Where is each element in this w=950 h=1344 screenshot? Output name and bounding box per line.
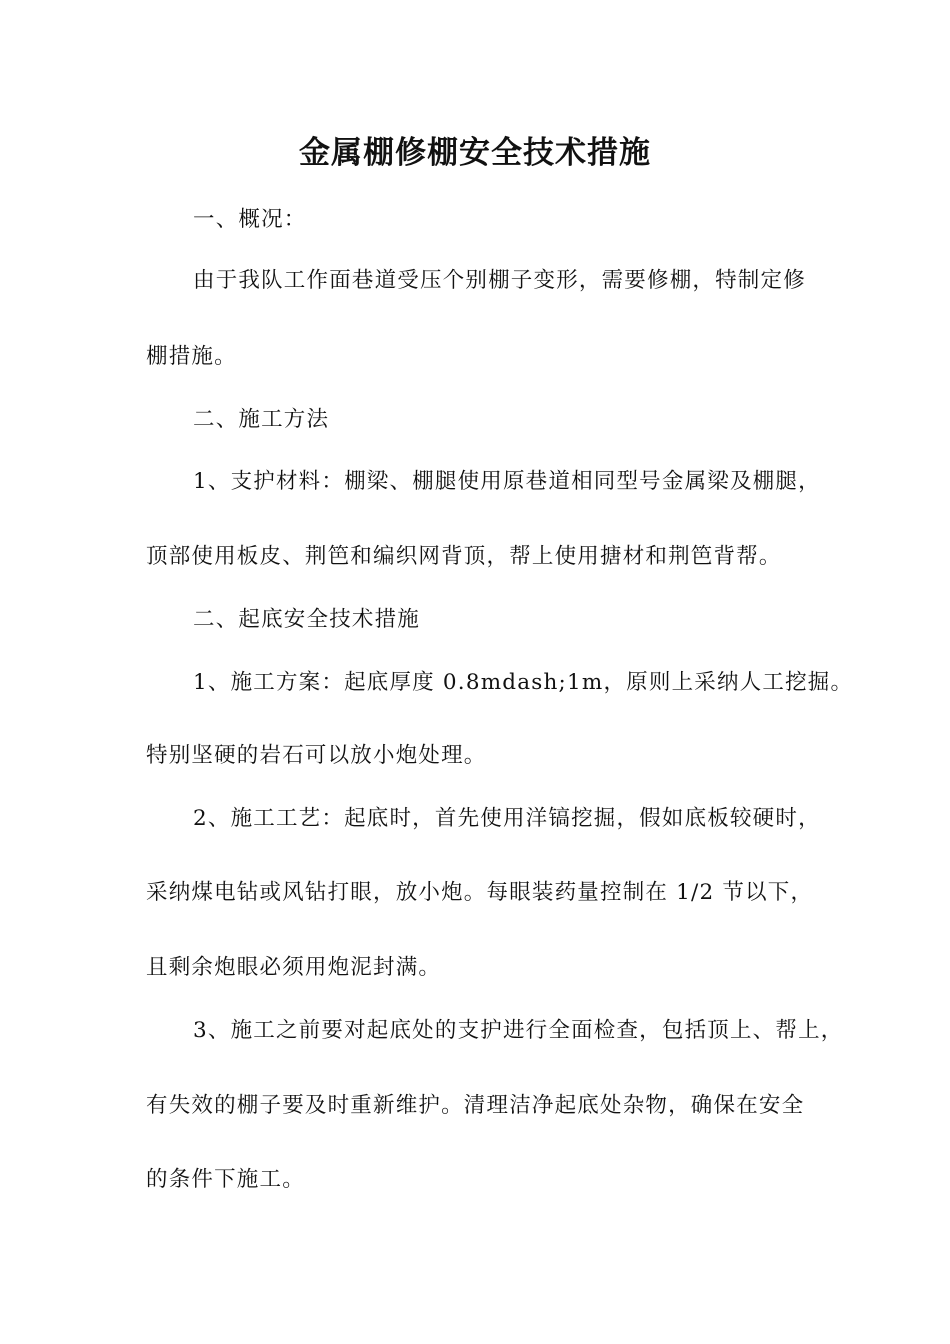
paragraph-support-materials-line-1: 1、支护材料：棚梁、棚腿使用原巷道相同型号金属梁及棚腿， (193, 469, 821, 494)
document-title: 金属棚修棚安全技术措施 (299, 135, 651, 171)
paragraph-construction-process-line-2: 采纳煤电钻或风钻打眼，放小炮。每眼装药量控制在 1/2 节以下， (146, 880, 814, 905)
heading-overview: 一、概况： (193, 207, 307, 232)
heading-floor-lifting-safety: 二、起底安全技术措施 (193, 607, 421, 632)
heading-construction-method: 二、施工方法 (193, 407, 330, 432)
paragraph-pre-inspection-line-3: 的条件下施工。 (146, 1167, 305, 1192)
paragraph-construction-plan-line-1: 1、施工方案：起底厚度 0.8mdash;1m，原则上采纳人工挖掘。 (193, 670, 854, 695)
paragraph-overview-line-1: 由于我队工作面巷道受压个别棚子变形，需要修棚，特制定修 (193, 268, 806, 293)
paragraph-overview-line-2: 棚措施。 (146, 344, 237, 369)
paragraph-construction-process-line-3: 且剩余炮眼必须用炮泥封满。 (146, 955, 442, 980)
paragraph-construction-process-line-1: 2、施工工艺：起底时，首先使用洋镐挖掘，假如底板较硬时， (193, 806, 821, 831)
paragraph-construction-plan-line-2: 特别坚硬的岩石可以放小炮处理。 (146, 743, 487, 768)
paragraph-pre-inspection-line-2: 有失效的棚子要及时重新维护。清理洁净起底处杂物，确保在安全 (146, 1093, 805, 1118)
paragraph-support-materials-line-2: 顶部使用板皮、荆笆和编织网背顶，帮上使用搪材和荆笆背帮。 (146, 544, 782, 569)
paragraph-pre-inspection-line-1: 3、施工之前要对起底处的支护进行全面检查，包括顶上、帮上， (193, 1018, 844, 1043)
